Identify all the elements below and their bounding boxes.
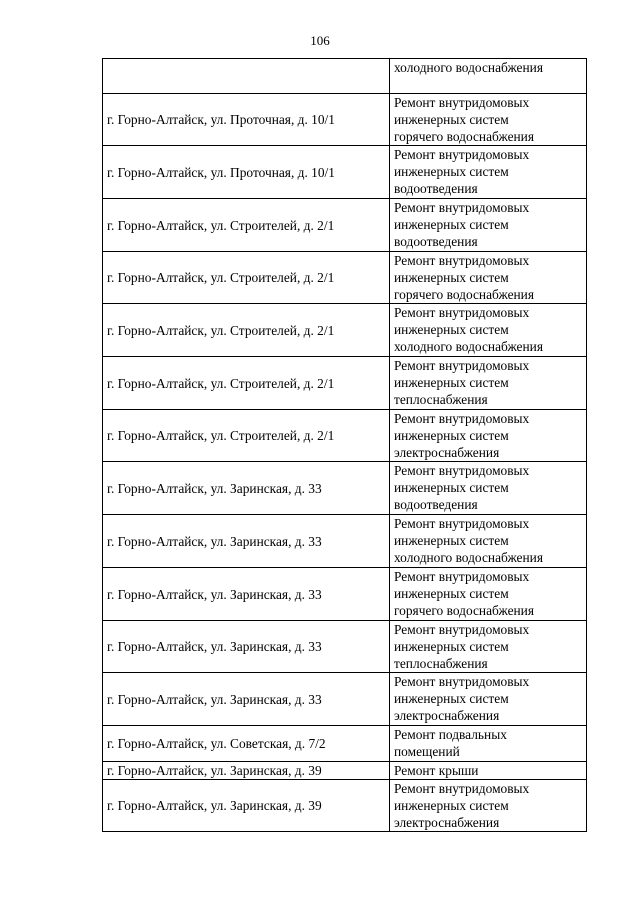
work-type-line: водоотведения [394, 181, 478, 196]
table-row [103, 462, 587, 515]
address-cell: г. Горно-Алтайск, ул. Советская, д. 7/2 [103, 726, 390, 762]
work-type-line: водоотведения [394, 497, 478, 512]
work-type-line: холодного водоснабжения [394, 60, 543, 75]
work-type-cell [390, 515, 587, 568]
work-type-cell [390, 94, 587, 146]
table-row [103, 252, 587, 304]
work-type-line: теплоснабжения [394, 656, 488, 671]
work-type-line: помещений [394, 744, 460, 759]
work-type-line: Ремонт крыши [394, 763, 479, 778]
address-cell: г. Горно-Алтайск, ул. Строителей, д. 2/1 [103, 357, 390, 410]
address-cell: г. Горно-Алтайск, ул. Заринская, д. 33 [103, 621, 390, 673]
address-cell: г. Горно-Алтайск, ул. Заринская, д. 33 [103, 673, 390, 726]
table-row [103, 568, 587, 621]
address-cell [103, 59, 390, 94]
work-type-line: Ремонт внутридомовых [394, 358, 530, 373]
work-type-line: теплоснабжения [394, 392, 488, 407]
work-type-line: инженерных систем [394, 322, 509, 337]
work-type-line: электроснабжения [394, 815, 500, 830]
work-type-line: инженерных систем [394, 217, 509, 232]
work-type-cell [390, 568, 587, 621]
work-type-line: электроснабжения [394, 445, 500, 460]
work-type-line: Ремонт внутридомовых [394, 569, 530, 584]
work-type-cell [390, 304, 587, 357]
table-row [103, 515, 587, 568]
work-type-line: инженерных систем [394, 798, 509, 813]
address-cell: г. Горно-Алтайск, ул. Проточная, д. 10/1 [103, 146, 390, 199]
work-type-line: Ремонт внутридомовых [394, 200, 530, 215]
address-cell: г. Горно-Алтайск, ул. Строителей, д. 2/1 [103, 199, 390, 252]
address-cell: г. Горно-Алтайск, ул. Заринская, д. 33 [103, 568, 390, 621]
work-type-line: инженерных систем [394, 428, 509, 443]
work-type-line: холодного водоснабжения [394, 550, 543, 565]
table-row [103, 673, 587, 726]
work-type-line: инженерных систем [394, 270, 509, 285]
work-type-cell [390, 762, 587, 780]
work-type-cell [390, 59, 587, 94]
table-row [103, 304, 587, 357]
address-cell: г. Горно-Алтайск, ул. Строителей, д. 2/1 [103, 410, 390, 462]
table-row [103, 726, 587, 762]
work-type-cell [390, 199, 587, 252]
work-type-line: горячего водоснабжения [394, 287, 535, 302]
work-type-cell [390, 673, 587, 726]
work-type-line: инженерных систем [394, 533, 509, 548]
table-row [103, 621, 587, 673]
work-type-cell [390, 780, 587, 832]
work-type-line: Ремонт внутридомовых [394, 781, 530, 796]
work-type-cell [390, 462, 587, 515]
work-type-cell [390, 410, 587, 462]
work-type-line: Ремонт внутридомовых [394, 411, 530, 426]
work-type-line: горячего водоснабжения [394, 129, 535, 144]
work-type-line: электроснабжения [394, 708, 500, 723]
address-cell: г. Горно-Алтайск, ул. Заринская, д. 33 [103, 462, 390, 515]
work-type-line: инженерных систем [394, 586, 509, 601]
work-type-line: горячего водоснабжения [394, 603, 535, 618]
table-row [103, 357, 587, 410]
page-number: 106 [310, 33, 330, 48]
work-type-line: инженерных систем [394, 639, 509, 654]
work-type-line: инженерных систем [394, 691, 509, 706]
address-cell: г. Горно-Алтайск, ул. Проточная, д. 10/1 [103, 94, 390, 146]
address-cell: г. Горно-Алтайск, ул. Заринская, д. 39 [103, 762, 390, 780]
table-row [103, 94, 587, 146]
table-row [103, 410, 587, 462]
work-type-line: инженерных систем [394, 112, 509, 127]
work-type-line: Ремонт внутридомовых [394, 305, 530, 320]
work-type-line: инженерных систем [394, 164, 509, 179]
work-type-line: Ремонт внутридомовых [394, 253, 530, 268]
work-type-cell [390, 726, 587, 762]
works-table [102, 58, 587, 832]
work-type-cell [390, 357, 587, 410]
address-cell: г. Горно-Алтайск, ул. Заринская, д. 33 [103, 515, 390, 568]
work-type-line: Ремонт внутридомовых [394, 674, 530, 689]
work-type-line: инженерных систем [394, 375, 509, 390]
work-type-line: Ремонт подвальных [394, 727, 507, 742]
address-cell: г. Горно-Алтайск, ул. Заринская, д. 39 [103, 780, 390, 832]
table-row [103, 59, 587, 94]
work-type-line: водоотведения [394, 234, 478, 249]
work-type-line: инженерных систем [394, 480, 509, 495]
table-row [103, 199, 587, 252]
work-type-cell [390, 146, 587, 199]
work-type-cell [390, 252, 587, 304]
table-row [103, 780, 587, 832]
table-row [103, 146, 587, 199]
address-cell: г. Горно-Алтайск, ул. Строителей, д. 2/1 [103, 304, 390, 357]
address-cell: г. Горно-Алтайск, ул. Строителей, д. 2/1 [103, 252, 390, 304]
table-row [103, 762, 587, 780]
works-table-body [103, 59, 587, 832]
work-type-line: Ремонт внутридомовых [394, 622, 530, 637]
work-type-line: Ремонт внутридомовых [394, 147, 530, 162]
work-type-cell [390, 621, 587, 673]
work-type-line: Ремонт внутридомовых [394, 463, 530, 478]
work-type-line: Ремонт внутридомовых [394, 95, 530, 110]
work-type-line: холодного водоснабжения [394, 339, 543, 354]
work-type-line: Ремонт внутридомовых [394, 516, 530, 531]
